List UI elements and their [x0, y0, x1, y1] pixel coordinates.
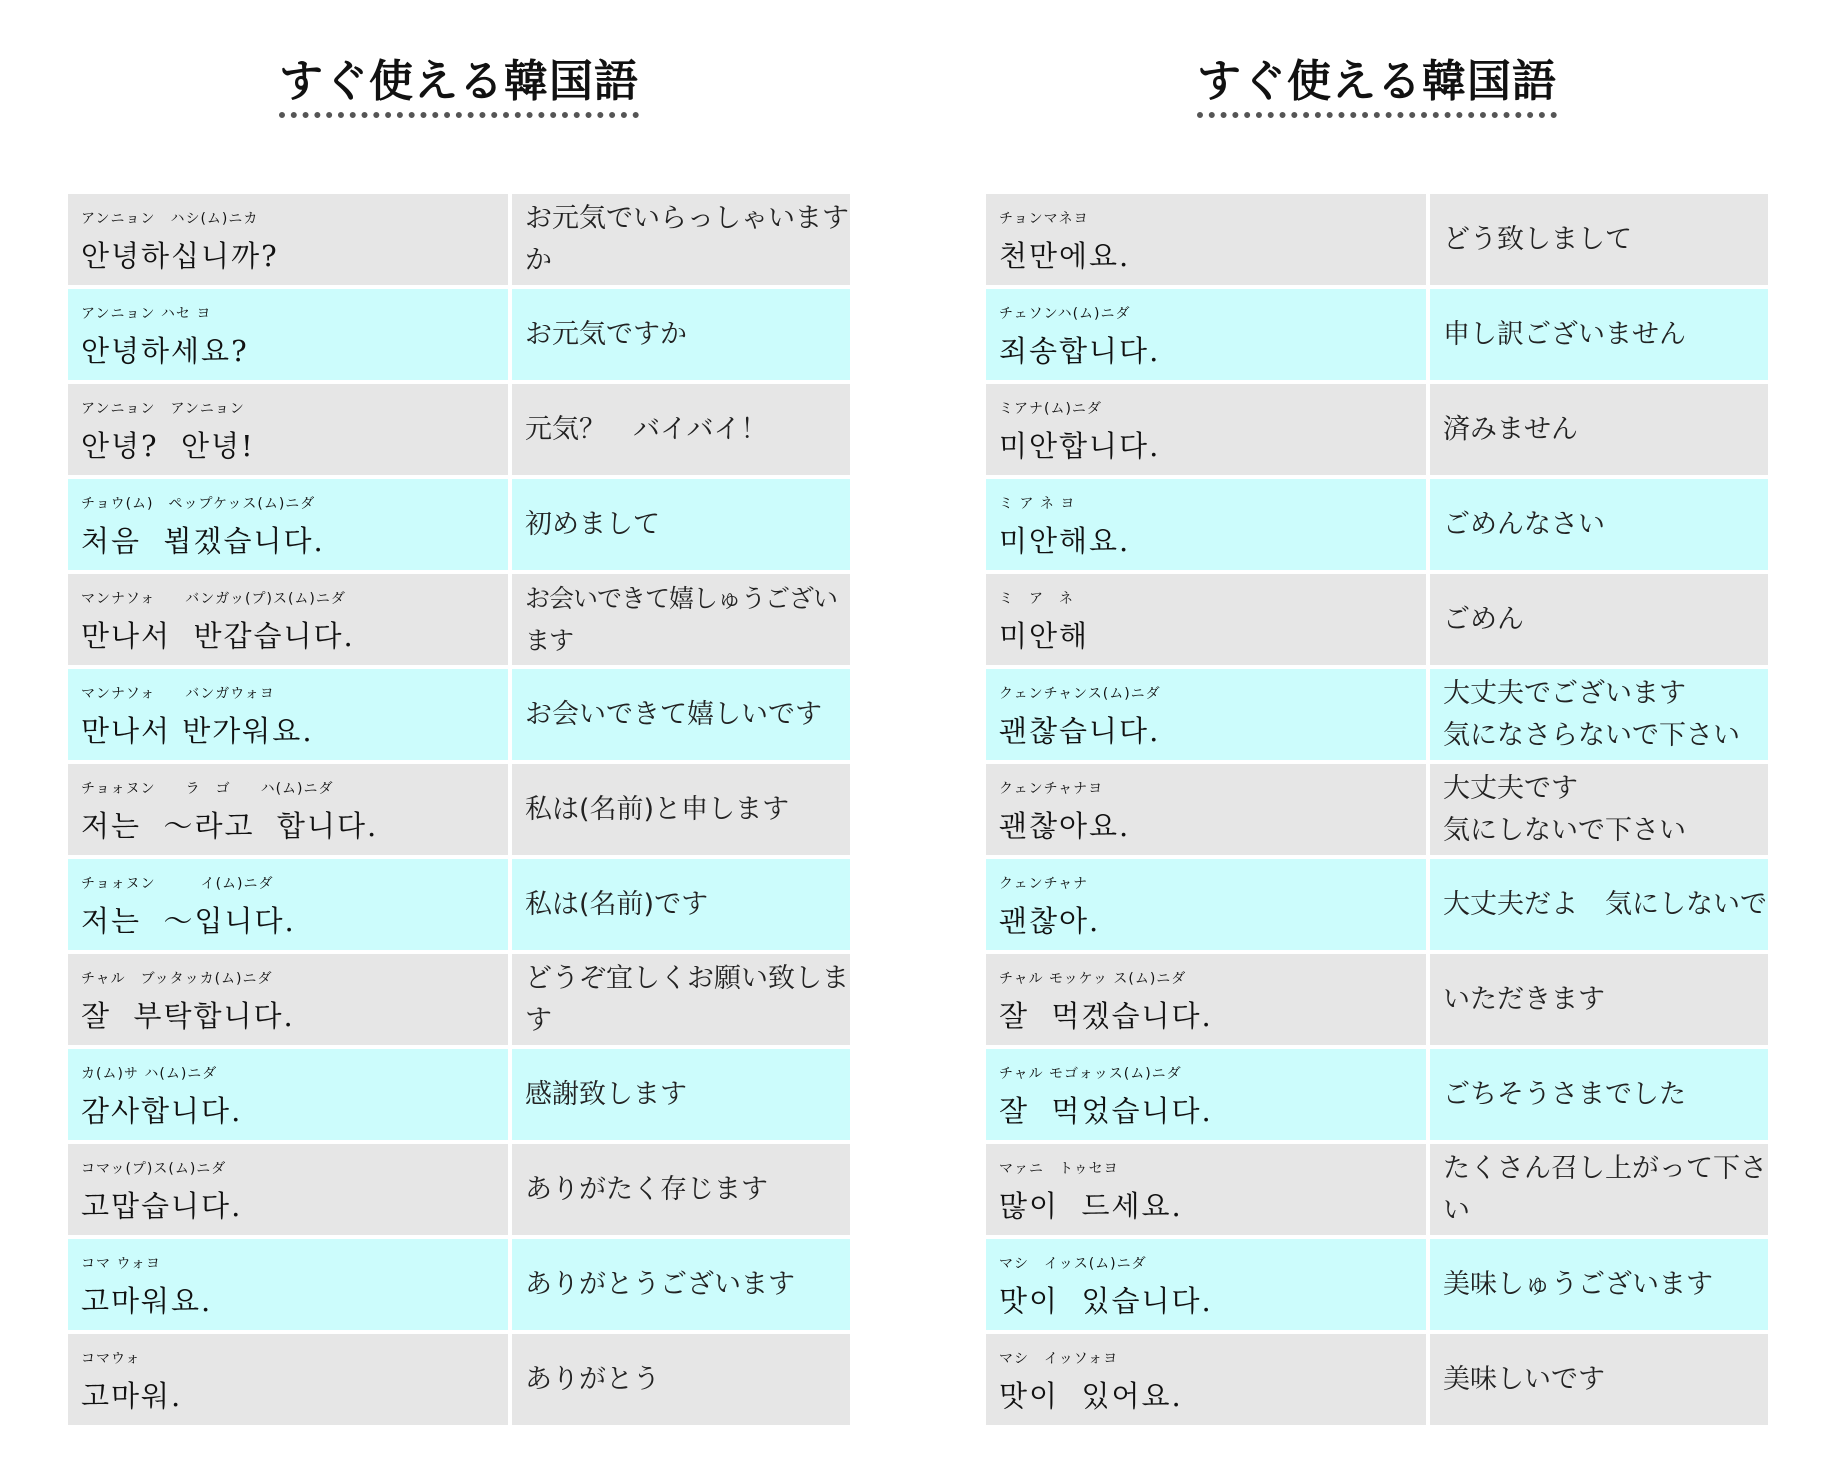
korean-phrase: 맛이 있어요.: [999, 1379, 1183, 1413]
korean-phrase: 고마워요.: [81, 1284, 213, 1318]
korean-cell: [986, 859, 1426, 950]
pronunciation-ruby: ミ ア ネ: [999, 591, 1074, 607]
pronunciation-ruby: ミアナ(ム)ニダ: [999, 401, 1102, 417]
korean-cell: [986, 764, 1426, 855]
japanese-cell: [512, 1049, 850, 1140]
phrase-row: [68, 1334, 850, 1425]
japanese-cell: [1430, 194, 1768, 285]
phrase-row: [68, 669, 850, 760]
japanese-translation: ありがとう: [525, 1363, 660, 1395]
pronunciation-ruby: クェンチャナ: [999, 876, 1089, 892]
japanese-translation: ごめんなさい: [1443, 508, 1605, 540]
japanese-cell: [1430, 669, 1768, 760]
korean-cell: [986, 479, 1426, 570]
japanese-translation: どうぞ宜しくお願い致します: [525, 962, 849, 1036]
japanese-translation: ごめん: [1443, 603, 1524, 635]
korean-cell: [986, 574, 1426, 665]
phrase-row: [68, 764, 850, 855]
korean-cell: [68, 1334, 508, 1425]
korean-phrase: 천만에요.: [999, 239, 1131, 273]
korean-phrase: 많이 드세요.: [999, 1189, 1183, 1223]
japanese-cell: [1430, 479, 1768, 570]
phrase-row: [986, 1144, 1768, 1235]
phrase-row: [986, 1334, 1768, 1425]
pronunciation-ruby: クェンチャナヨ: [999, 781, 1104, 797]
pronunciation-ruby: コマウォ: [81, 1351, 141, 1367]
korean-phrase: 잘 먹겠습니다.: [999, 999, 1213, 1033]
japanese-translation: ありがたく存じます: [525, 1173, 768, 1205]
pronunciation-ruby: マァニ トゥセヨ: [999, 1161, 1119, 1177]
korean-cell: [986, 1239, 1426, 1330]
korean-phrase: 감사합니다.: [81, 1094, 243, 1128]
japanese-translation: 大丈夫でございます 気になさらないで下さい: [1443, 677, 1740, 751]
pronunciation-ruby: ミ ア ネ ヨ: [999, 496, 1076, 512]
pronunciation-ruby: コマッ(プ)ス(ム)ニダ: [81, 1161, 227, 1177]
korean-phrase: 고마워.: [81, 1379, 183, 1413]
korean-cell: [986, 194, 1426, 285]
korean-phrase: 맛이 있습니다.: [999, 1284, 1213, 1318]
japanese-cell: [512, 669, 850, 760]
pronunciation-ruby: マシ イッス(ム)ニダ: [999, 1256, 1147, 1272]
japanese-translation: お元気ですか: [525, 318, 687, 350]
page-title: すぐ使える韓国語: [1197, 58, 1557, 118]
japanese-translation: 申し訳ございません: [1443, 318, 1686, 350]
korean-cell: [986, 1049, 1426, 1140]
japanese-translation: ありがとうございます: [525, 1268, 795, 1300]
phrase-row: [68, 1239, 850, 1330]
korean-phrase: 저는 ～입니다.: [81, 904, 296, 938]
phrase-row: [986, 574, 1768, 665]
pronunciation-ruby: クェンチャンス(ム)ニダ: [999, 686, 1161, 702]
pronunciation-ruby: チャル モゴォッス(ム)ニダ: [999, 1066, 1182, 1082]
pronunciation-ruby: アンニョン ハシ(ム)ニカ: [81, 211, 259, 227]
japanese-translation: 大丈夫だよ 気にしないで: [1443, 888, 1767, 920]
japanese-translation: ごちそうさまでした: [1443, 1078, 1686, 1110]
japanese-cell: [512, 574, 850, 665]
japanese-translation: 私は(名前)です: [525, 888, 709, 920]
korean-cell: [986, 384, 1426, 475]
korean-cell: [68, 384, 508, 475]
japanese-translation: 済みません: [1443, 413, 1578, 445]
korean-cell: [68, 859, 508, 950]
phrase-row: [68, 479, 850, 570]
phrase-row: [986, 194, 1768, 285]
korean-phrase: 안녕하세요?: [81, 334, 249, 368]
japanese-translation: いただきます: [1443, 983, 1605, 1015]
phrase-row: [68, 574, 850, 665]
phrase-row: [986, 1239, 1768, 1330]
korean-phrase: 괜찮아요.: [999, 809, 1131, 843]
pronunciation-ruby: マシ イッソォヨ: [999, 1351, 1119, 1367]
japanese-translation: 初めまして: [525, 508, 660, 540]
japanese-cell: [1430, 764, 1768, 855]
pronunciation-ruby: チャル モッケッ ス(ム)ニダ: [999, 971, 1187, 987]
phrase-row: [986, 479, 1768, 570]
korean-phrase: 미안해: [999, 619, 1090, 653]
japanese-translation: どう致しまして: [1443, 223, 1632, 255]
japanese-cell: [1430, 289, 1768, 380]
pronunciation-ruby: マンナソォ バンガッ(プ)ス(ム)ニダ: [81, 591, 346, 607]
pronunciation-ruby: アンニョン ハセ ヨ: [81, 306, 212, 322]
korean-phrase: 괜찮아.: [999, 904, 1101, 938]
phrase-row: [986, 764, 1768, 855]
korean-cell: [68, 1144, 508, 1235]
japanese-cell: [1430, 384, 1768, 475]
japanese-translation: 感謝致します: [525, 1078, 687, 1110]
pronunciation-ruby: チョンマネヨ: [999, 211, 1089, 227]
korean-cell: [68, 479, 508, 570]
japanese-cell: [512, 764, 850, 855]
japanese-cell: [512, 384, 850, 475]
korean-cell: [68, 574, 508, 665]
korean-cell: [986, 289, 1426, 380]
japanese-cell: [512, 1144, 850, 1235]
japanese-translation: 美味しいです: [1443, 1363, 1605, 1395]
pronunciation-ruby: コマ ウォヨ: [81, 1256, 161, 1272]
phrase-row: [68, 859, 850, 950]
pronunciation-ruby: マンナソォ バンガウォヨ: [81, 686, 275, 702]
japanese-translation: お会いできて嬉しいです: [525, 698, 822, 730]
pronunciation-ruby: チェソンハ(ム)ニダ: [999, 306, 1131, 322]
phrase-row: [986, 954, 1768, 1045]
korean-cell: [68, 764, 508, 855]
phrase-row: [68, 1144, 850, 1235]
korean-phrase: 고맙습니다.: [81, 1189, 243, 1223]
japanese-cell: [512, 194, 850, 285]
phrase-row: [986, 669, 1768, 760]
korean-phrase: 잘 먹었습니다.: [999, 1094, 1213, 1128]
phrase-row: [986, 384, 1768, 475]
japanese-cell: [1430, 1049, 1768, 1140]
japanese-cell: [512, 1334, 850, 1425]
korean-cell: [68, 289, 508, 380]
japanese-cell: [1430, 954, 1768, 1045]
japanese-cell: [512, 479, 850, 570]
korean-phrase: 미안해요.: [999, 524, 1131, 558]
japanese-translation: お元気でいらっしゃいますか: [525, 202, 849, 276]
japanese-cell: [1430, 574, 1768, 665]
japanese-cell: [1430, 1334, 1768, 1425]
phrase-row: [68, 289, 850, 380]
page-title: すぐ使える韓国語: [279, 58, 639, 118]
japanese-cell: [1430, 1144, 1768, 1235]
pronunciation-ruby: チョウ(ム) ペップケッス(ム)ニダ: [81, 496, 316, 512]
japanese-translation: 元気？ バイバイ！: [525, 413, 768, 445]
pronunciation-ruby: アンニョン アンニョン: [81, 401, 245, 417]
korean-phrase: 처음 뵙겠습니다.: [81, 524, 325, 558]
pronunciation-ruby: カ(ム)サ ハ(ム)ニダ: [81, 1066, 218, 1082]
phrase-row: [986, 1049, 1768, 1140]
phrase-row: [986, 289, 1768, 380]
korean-phrase: 괜찮습니다.: [999, 714, 1161, 748]
korean-cell: [986, 1144, 1426, 1235]
korean-phrase: 만나서 반가워요.: [81, 714, 314, 748]
korean-cell: [68, 669, 508, 760]
phrase-row: [68, 1049, 850, 1140]
korean-cell: [68, 1049, 508, 1140]
pronunciation-ruby: チョォヌン ラ ゴ ハ(ム)ニダ: [81, 781, 334, 797]
japanese-cell: [512, 859, 850, 950]
korean-phrase: 미안합니다.: [999, 429, 1161, 463]
japanese-cell: [512, 289, 850, 380]
korean-cell: [68, 1239, 508, 1330]
korean-phrase: 만나서 반갑습니다.: [81, 619, 355, 653]
phrase-row: [68, 954, 850, 1045]
korean-phrase: 안녕? 안녕!: [81, 429, 255, 463]
phrase-table: [986, 194, 1768, 1429]
phrase-row: [68, 384, 850, 475]
phrase-row: [986, 859, 1768, 950]
japanese-cell: [512, 1239, 850, 1330]
japanese-translation: 私は(名前)と申します: [525, 793, 790, 825]
korean-cell: [68, 954, 508, 1045]
japanese-translation: たくさん召し上がって下さい: [1443, 1152, 1767, 1226]
pronunciation-ruby: チョォヌン イ(ム)ニダ: [81, 876, 274, 892]
japanese-translation: 美味しゅうございます: [1443, 1268, 1713, 1300]
phrase-row: [68, 194, 850, 285]
japanese-cell: [512, 954, 850, 1045]
korean-cell: [986, 954, 1426, 1045]
korean-phrase: 잘 부탁합니다.: [81, 999, 295, 1033]
phrase-table: [68, 194, 850, 1429]
korean-cell: [986, 1334, 1426, 1425]
japanese-translation: 大丈夫です 気にしないで下さい: [1443, 772, 1686, 846]
pronunciation-ruby: チャル ブッタッカ(ム)ニダ: [81, 971, 273, 987]
japanese-cell: [1430, 859, 1768, 950]
korean-phrase: 안녕하십니까?: [81, 239, 279, 273]
korean-phrase: 저는 ～라고 합니다.: [81, 809, 379, 843]
korean-cell: [986, 669, 1426, 760]
korean-cell: [68, 194, 508, 285]
japanese-cell: [1430, 1239, 1768, 1330]
japanese-translation: お会いできて嬉しゅうございます: [525, 583, 838, 655]
korean-phrase: 죄송합니다.: [999, 334, 1161, 368]
